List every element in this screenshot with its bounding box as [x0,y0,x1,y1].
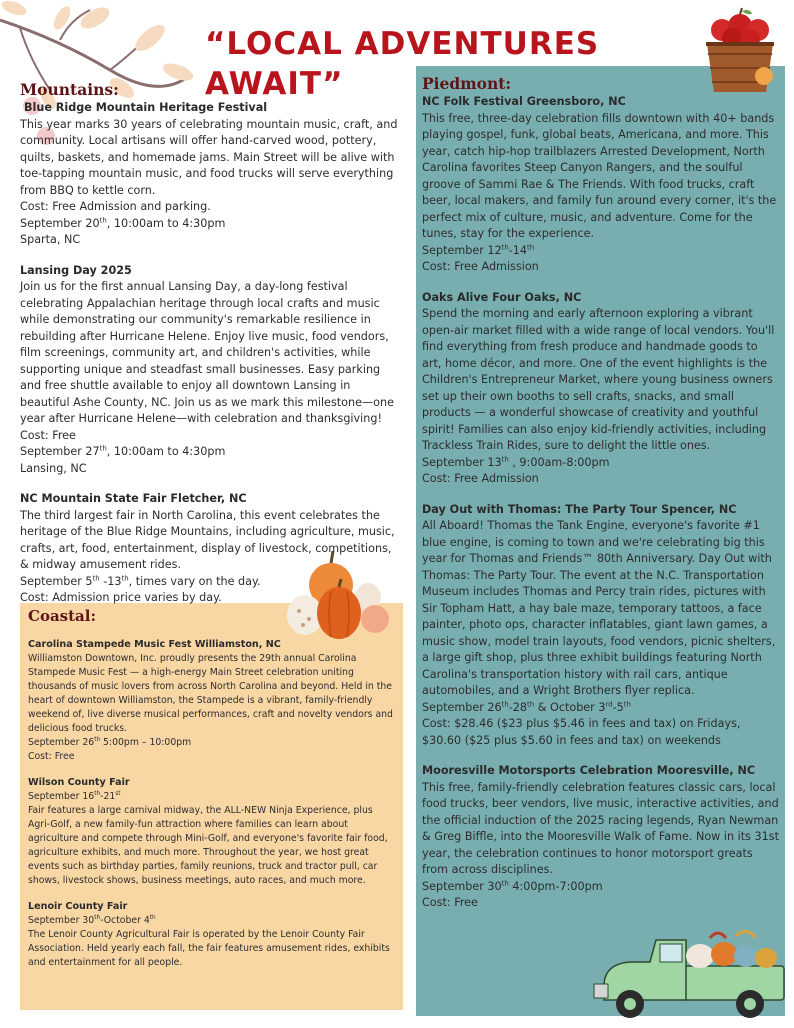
event-date: September 30th-October 4th [28,914,156,926]
event-details [422,306,780,488]
event-wilson-county-fair [28,776,398,888]
coastal-section [28,606,398,982]
event-cost: Cost: Free [20,428,76,442]
event-cost: Cost: Free Admission [422,260,539,273]
event-title: NC Mountain State Fair Fletcher, NC [20,492,247,505]
event-title: Wilson County Fair [28,777,130,788]
event-cost: Cost: $28.46 ($23 plus $5.46 in fees and tax) on Fridays, $30.60 ($25 plus $5.60 in fees and tax) on weekends [422,717,741,747]
event-title: Lenoir County Fair [28,901,128,912]
event-title: Day Out with Thomas: The Party Tour Spencer, NC [422,502,737,516]
event-day-out-with-thomas [422,502,780,750]
event-location: Lansing, NC [20,461,87,475]
event-cost: Cost: Admission price varies by day. [20,591,222,604]
event-details [422,780,780,912]
event-description: This free, three-day celebration fills downtown with 40+ bands playing gospel, funk, global beats, Americana, and more. This year, catch hip-hop trailblazers Arrested Development, North Carolina favorites Steep Canyon Rangers, and the soulful groove of Sammi Rae & The Friends. With food trucks, craft beer, local makers, and family fun around every corner, it's the perfect mix of culture, music, and adventure. Come for the tunes, stay for the experience. [422,111,777,240]
event-description: All Aboard! Thomas the Tank Engine, everyone's favorite #1 blue engine, is coming to town and we're celebrating big this year for Thomas and Friends™ 80th Anniversary. Day Out with Thomas: The Party Tour. The event at the N.C. Transportation Museum includes Thomas and Percy train rides, pictures with Sir Topham Hatt, a hay bale maze, temporary tattoos, a face painter, photo ops, character inflatables, giant lawn games, a music show, model train layouts, food vendors, picnic shelters, a large gift shop, plus three exhibit buildings featuring North Carolina's transportation history with rail cars, antique automobiles, and a Wright Brothers flyer replica. [422,519,776,697]
mountains-heading: Mountains: [20,80,119,99]
event-date: September 5th -13th, times vary on the day. [20,573,261,588]
event-date: September 16th-21st [28,790,121,802]
event-date: September 26th-28th & October 3rd-5th [422,699,631,714]
event-details [20,117,400,249]
event-title: NC Folk Festival Greensboro, NC [422,95,626,108]
event-lenoir-county-fair [28,900,398,970]
event-description: Join us for the first annual Lansing Day, a day-long festival celebrating Appalachian heritage through local crafts and music while demonstrating our community's remarkable resilience in rebuilding after Hurricane Helene. Enjoy live music, food vendors, film screenings, community art, and children's activities, while supporting unique and steadfast small businesses. Easy parking and free shuttle available to enjoy all downtown Lansing in beautiful Ashe County, NC. Join us as we mark this milestone—one year after Hurricane Helene—with celebration and thanksgiving! [20,280,394,425]
event-description: Williamston Downtown, Inc. proudly presents the 29th annual Carolina Stampede Music Fest — a high-energy Main Street celebration uniting thousands of music lovers from across North Carolina and beyond. Held in the heart of downtown Williamston, the Stampede is a vibrant, family-friendly weekend of, live diverse musical performances, craft and novelty vendors and delicious food trucks. [28,653,393,734]
event-mooresville-motorsports [422,763,780,912]
event-nc-folk-festival [422,94,780,276]
event-lansing-day [20,263,400,478]
event-carolina-stampede [28,638,398,764]
green-vintage-truck-icon [590,928,790,1028]
page-title: “LOCAL ADVENTURES AWAIT” [205,26,600,102]
event-description: The Lenoir County Agricultural Fair is operated by the Lenoir County Fair Association. Held yearly each fall, the fair features amusement rides, exhibits and entertainment for all people. [28,929,390,968]
event-description: Fair features a large carnival midway, the ALL-NEW Ninja Experience, plus Agri-Golf, a new family-fun attraction where families can learn about agriculture and compete through Mini-Golf, and everyone's favorite fair food, agriculture exhibits, and much more. Throughout the year, we host great events such as birthday parties, family reunions, truck and tractor pull, car shows, livestock shows, business meetings, auto races, and much more. [28,805,388,886]
event-mountain-state-fair [20,491,400,607]
event-description: The third largest fair in North Carolina, this event celebrates the heritage of the Blue Ridge Mountains, including agriculture, music, crafts, art, food, entertainment, display of livestock, competitions, & midway amusement rides. [20,508,395,571]
event-location: Sparta, NC [20,233,81,246]
event-cost: Cost: Free Admission [422,472,539,485]
coastal-heading: Coastal: [28,607,96,625]
event-details [28,790,398,888]
mountains-section [20,80,400,621]
event-blue-ridge-heritage-festival [24,100,400,117]
event-date: September 30th 4:00pm-7:00pm [422,878,603,893]
event-title: Lansing Day 2025 [20,263,132,277]
event-oaks-alive [422,290,780,488]
event-date: September 26th 5:00pm – 10:00pm [28,736,192,748]
event-cost: Cost: Free Admission and parking. [20,200,211,213]
piedmont-heading: Piedmont: [422,74,512,93]
event-description: Spend the morning and early afternoon exploring a vibrant open-air market filled with a wide range of local vendors. You'll find everything from fresh produce and handmade goods to art, home décor, and more. One of the event highlights is the Children's Entrepreneur Market, where young business owners set up their own booths to sell crafts, snacks, and small products — a wonderful showcase of creativity and youthful spirit! Families can also enjoy kid-friendly activities, including Trackless Train Rides, sure to delight the little ones. [422,307,775,452]
event-details [422,111,780,276]
event-details [422,518,780,749]
event-details [28,914,398,970]
piedmont-section [422,74,780,926]
event-cost: Cost: Free [422,896,478,909]
event-date: September 20th, 10:00am to 4:30pm [20,215,226,230]
event-date: September 12th-14th [422,242,535,257]
event-title: Blue Ridge Mountain Heritage Festival [24,101,268,114]
event-details [28,652,398,764]
event-description: This year marks 30 years of celebrating mountain music, craft, and community. Local artisans will offer hand-carved wood, pottery, quilts, baskets, and homemade jams. Main Street will be alive with toe-tapping mountain music, and food trucks will serve everything from BBQ to kettle corn. [20,117,398,197]
event-details [20,279,400,477]
event-details [20,508,400,607]
event-date: September 13th , 9:00am-8:00pm [422,454,610,469]
event-title: Oaks Alive Four Oaks, NC [422,290,582,304]
event-title: Carolina Stampede Music Fest Williamston, NC [28,639,281,650]
event-description: This free, family-friendly celebration features classic cars, local food trucks, beer vendors, live music, interactive activities, and the official induction of the 2025 racing legends, Ryan Newman & Greg Biffle, into the Mooresville Walk of Fame. Now in its 31st year, the celebration continues to honor motorsport greats from across disciplines. [422,780,779,876]
event-title: Mooresville Motorsports Celebration Mooresville, NC [422,764,756,777]
event-cost: Cost: Free [28,751,75,762]
event-date: September 27th, 10:00am to 4:30pm [20,444,226,458]
